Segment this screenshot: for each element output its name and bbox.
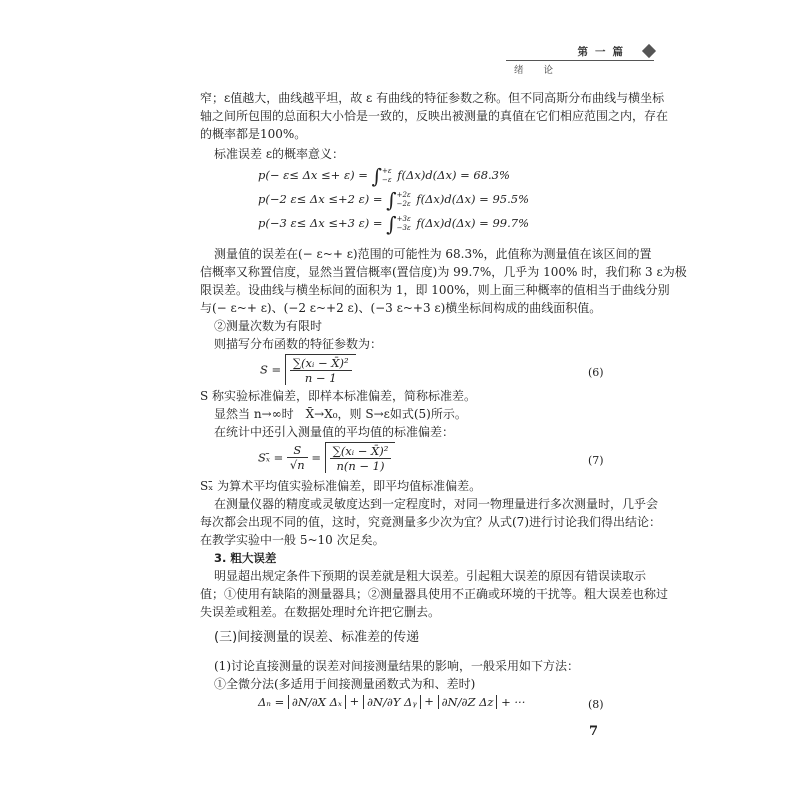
text-line: 窄；ε值越大，曲线越平坦，故 ε 有曲线的特征参数之称。但不同高斯分布曲线与横坐标 [200,91,665,105]
text-line: 信概率又称置信度，显然当置信概率(置信度)为 99.7%，几乎为 100% 时，我们称 3 ε为极 [200,265,687,279]
section-title: (三)间接测量的误差、标准差的传递 [214,630,420,645]
text-line: 显然当 n→∞时 X̄→X₀，则 S→ε如式(5)所示。 [214,407,467,421]
equation-number: (7) [588,454,604,467]
text-line: ①全微分法(多适用于间接测量函数式为和、差时) [214,677,476,691]
diamond-icon [642,44,656,58]
text-line: 的概率都是100%。 [200,127,307,141]
text-line: 在测量仪器的精度或灵敏度达到一定程度时，对同一物理量进行多次测量时，几乎会 [214,497,659,511]
equation-number: (8) [588,698,604,711]
text-line: 轴之间所包围的总面积大小恰是一致的，反映出被测量的真值在它们相应范围之内，存在 [200,109,669,123]
text-line: 标准误差 ε的概率意义： [214,147,345,161]
equation-7: Sₓ̄ = $\frac{S}{√n}$ = $\frac{\text{∑(xᵢ − X̄)²}}{n(n - 1)}$ [258,442,395,473]
text-line: 失误差或粗差。在数据处理时允许把它删去。 [200,605,441,619]
text-line: 明显超出规定条件下预期的误差就是粗大误差。引起粗大误差的原因有错误读取示 [214,569,647,583]
header-rule [506,60,654,61]
text-line: 测量值的误差在(− ε~+ ε)范围的可能性为 68.3%，此值称为测量值在该区间的置 [214,247,652,261]
text-line: 每次都会出现不同的值，这时，究竟测量多少次为宜？从式(7)进行讨论我们得出结论： [200,515,662,529]
text-line: 值；①使用有缺陷的测量器具；②测量器具使用不正确或环境的干扰等。粗大误差也称过 [200,587,669,601]
header-subtitle: 绪论 [514,65,574,76]
prob-formula-3: p(−3 ε≤ Δx ≤+3 ε) = ∫+3ε −3ε f(Δx)d(Δx) = 99.7% [258,212,529,236]
page-number: 7 [589,724,599,739]
text-line: (1)讨论直接测量的误差对间接测量结果的影响，一般采用如下方法： [214,659,580,673]
text-line: 在统计中还引入测量值的平均值的标准偏差： [214,425,455,439]
text-line: Sₓ̄ 为算术平均值实验标准偏差，即平均值标准偏差。 [200,479,482,493]
equation-number: (6) [588,366,604,379]
text-line: 在教学实验中一般 5~10 次足矣。 [200,533,385,547]
text-line: 与(− ε~+ ε)、(−2 ε~+2 ε)、(−3 ε~+3 ε)横坐标间构成的曲线面积值。 [200,301,602,315]
equation-6: S = $\frac{\text{∑(xᵢ − X̄)²}}{n - 1}$ [260,354,356,385]
prob-formula-2: p(−2 ε≤ Δx ≤+2 ε) = ∫+2ε −2ε f(Δx)d(Δx) = 95.5% [258,188,529,212]
header-chapter: 第一篇 [577,46,630,58]
text-line: ②测量次数为有限时 [214,319,323,333]
subheading: 3. 粗大误差 [214,551,277,565]
text-line: 则描写分布函数的特征参数为： [214,337,383,351]
prob-formula-1: p(− ε≤ Δx ≤+ ε) = ∫+ε −ε f(Δx)d(Δx) = 68.3% [258,164,510,188]
equation-8: Δₙ = ∂N/∂X Δₓ + ∂N/∂Y Δᵧ + ∂N/∂Z Δz + ··· [258,694,526,709]
running-header [506,44,654,76]
text-line: S 称实验标准偏差，即样本标准偏差，简称标准差。 [200,389,477,403]
text-line: 限误差。设曲线与横坐标间的面积为 1，即 100%，则上面三种概率的值相当于曲线分别 [200,283,670,297]
